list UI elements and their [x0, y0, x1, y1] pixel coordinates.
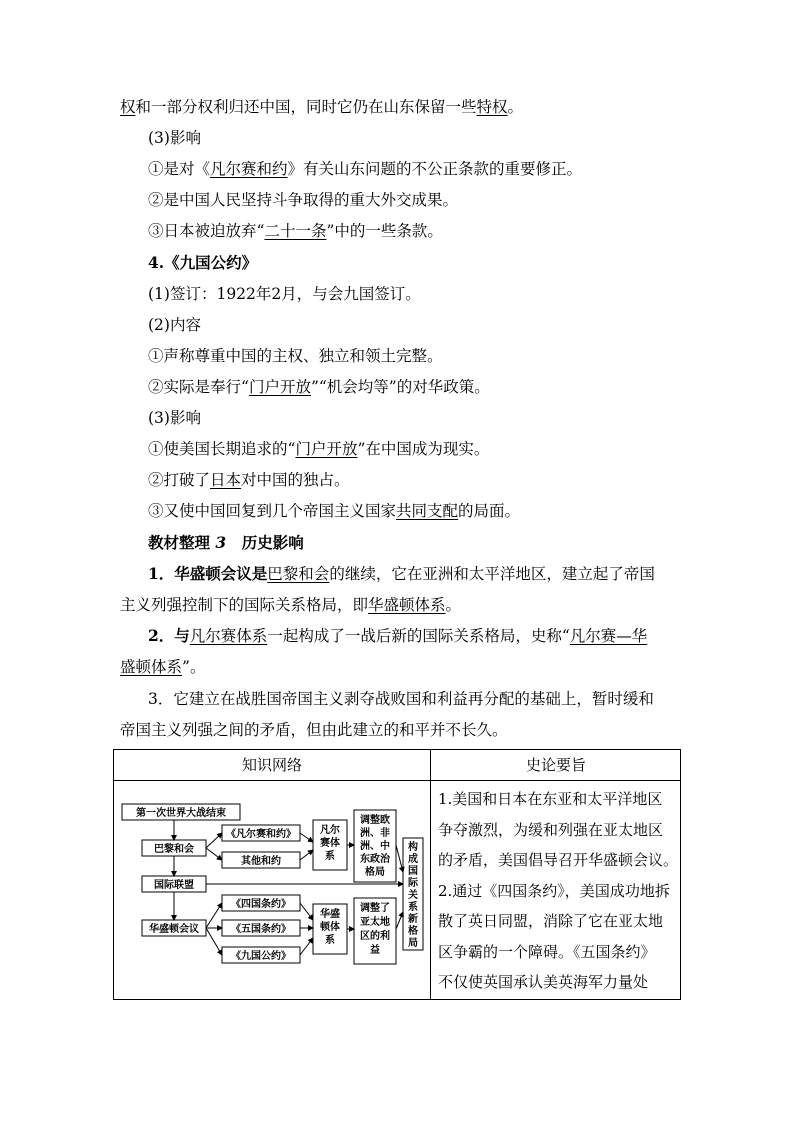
heading-historical-impact: 教材整理 3 历史影响: [148, 533, 304, 552]
heading-nine-power-treaty: 4.《九国公约》: [148, 253, 258, 272]
diagram-node-league-of-nations: 国际联盟: [154, 880, 194, 891]
text-line-3: ①是对《凡尔赛和约》有关山东问题的不公正条款的重要修正。: [148, 160, 583, 178]
diagram-label-char: 际: [408, 878, 418, 889]
text-line-20: 3．它建立在战胜国帝国主义剥夺战败国和利益再分配的基础上，暂时缓和: [148, 690, 654, 708]
section-heading-impact: (3)影响: [148, 129, 201, 147]
summary-table: [113, 749, 681, 1000]
text-line-13: ②打破了日本对中国的独占。: [148, 471, 350, 489]
knowledge-network-diagram: [120, 802, 426, 972]
text-line-12: ①使美国长期追求的“门户开放”在中国成为现实。: [148, 440, 490, 458]
table-column-divider: [430, 750, 431, 999]
historical-points-text: [438, 784, 678, 998]
diagram-label-line: 东政治: [360, 854, 390, 865]
table-header-historical-points: 史论要旨: [525, 756, 586, 774]
diagram-label-char: 成: [408, 854, 418, 865]
diagram-label-line: 系: [325, 851, 335, 862]
text-line-17: 主义列强控制下的国际关系格局，即华盛顿体系。: [120, 596, 462, 614]
diagram-label-line: 亚太地: [360, 917, 390, 928]
points-line: 不仅使英国承认美英海军力量处: [438, 973, 649, 991]
diagram-label-line: 格局: [365, 867, 385, 878]
diagram-node-nine-power-treaty: 《九国公约》: [231, 951, 291, 962]
diagram-label-char: 系: [408, 902, 418, 913]
diagram-label-char: 国: [408, 866, 418, 877]
points-line: 1.美国和日本在东亚和太平洋地区: [438, 790, 663, 808]
diagram-label-line: 洲、中: [360, 841, 390, 852]
diagram-node-ww1-end: 第一次世界大战结束: [136, 808, 226, 819]
text-line-4: ②是中国人民坚持斗争取得的重大外交成果。: [148, 191, 459, 209]
text-line-9: ①声称尊重中国的主权、独立和领土完整。: [148, 347, 443, 365]
diagram-label-line: 益: [370, 945, 380, 956]
diagram-node-versailles-treaty: 《凡尔赛和约》: [226, 829, 296, 840]
diagram-node-washington-conference: 华盛顿会议: [149, 924, 199, 935]
diagram-label-char: 构: [408, 842, 418, 853]
diagram-label-line: 区的利: [360, 931, 390, 942]
diagram-label-line: 调整欧: [360, 815, 390, 826]
text-line-11: (3)影响: [148, 409, 201, 427]
text-line-14: ③又使中国回复到几个帝国主义国家共同支配的局面。: [148, 502, 521, 520]
diagram-label-char: 格: [408, 926, 418, 937]
points-line: 争夺激烈，为缓和列强在亚太地区: [438, 820, 664, 839]
text-line-21: 帝国主义列强之间的矛盾，但由此建立的和平并不长久。: [120, 721, 508, 739]
points-line: 的矛盾，美国倡导召开华盛顿会议。: [438, 851, 679, 869]
text-line-19: 盛顿体系”。: [120, 658, 206, 676]
text-line-5: ③日本被迫放弃“二十一条”中的一些条款。: [148, 222, 443, 240]
diagram-label-line: 顿体: [320, 922, 340, 933]
diagram-label-line: 凡尔: [320, 825, 340, 836]
points-line: 区争霸的一个障碍。《五国条约》: [438, 942, 656, 961]
diagram-label-char: 关: [408, 890, 418, 901]
text-line-7: (1)签订：1922年2月，与会九国签订。: [148, 285, 421, 303]
diagram-label-line: 系: [325, 935, 335, 946]
diagram-label-line: 赛体: [320, 838, 340, 849]
diagram-node-paris-conference: 巴黎和会: [154, 844, 194, 855]
text-line-18: 2．与凡尔赛体系一起构成了一战后新的国际关系格局，史称“凡尔赛—华: [148, 626, 648, 645]
diagram-label-line: 洲、非: [360, 828, 390, 839]
table-header-knowledge-network: 知识网络: [241, 756, 302, 774]
points-line: 散了英日同盟，消除了它在亚太地: [438, 912, 664, 930]
diagram-label-line: 调整了: [360, 903, 390, 914]
diagram-label-line: 华盛: [320, 909, 340, 920]
text-line-16: 1．华盛顿会议是巴黎和会的继续，它在亚洲和太平洋地区，建立起了帝国: [148, 564, 655, 583]
table-header-divider: [114, 780, 680, 781]
text-line-1: 权和一部分权利归还中国，同时它仍在山东保留一些特权。: [120, 98, 524, 116]
text-line-10: ②实际是奉行“门户开放”“机会均等”的对华政策。: [148, 378, 490, 396]
diagram-node-four-power-treaty: 《四国条约》: [231, 899, 291, 910]
text-line-8: (2)内容: [148, 316, 201, 334]
points-line: 2.通过《四国条约》，美国成功地拆: [438, 881, 670, 900]
diagram-node-five-power-treaty: 《五国条约》: [231, 924, 291, 935]
diagram-node-other-treaties: 其他和约: [241, 856, 281, 867]
diagram-label-char: 新: [408, 914, 418, 925]
diagram-label-char: 局: [408, 938, 418, 949]
